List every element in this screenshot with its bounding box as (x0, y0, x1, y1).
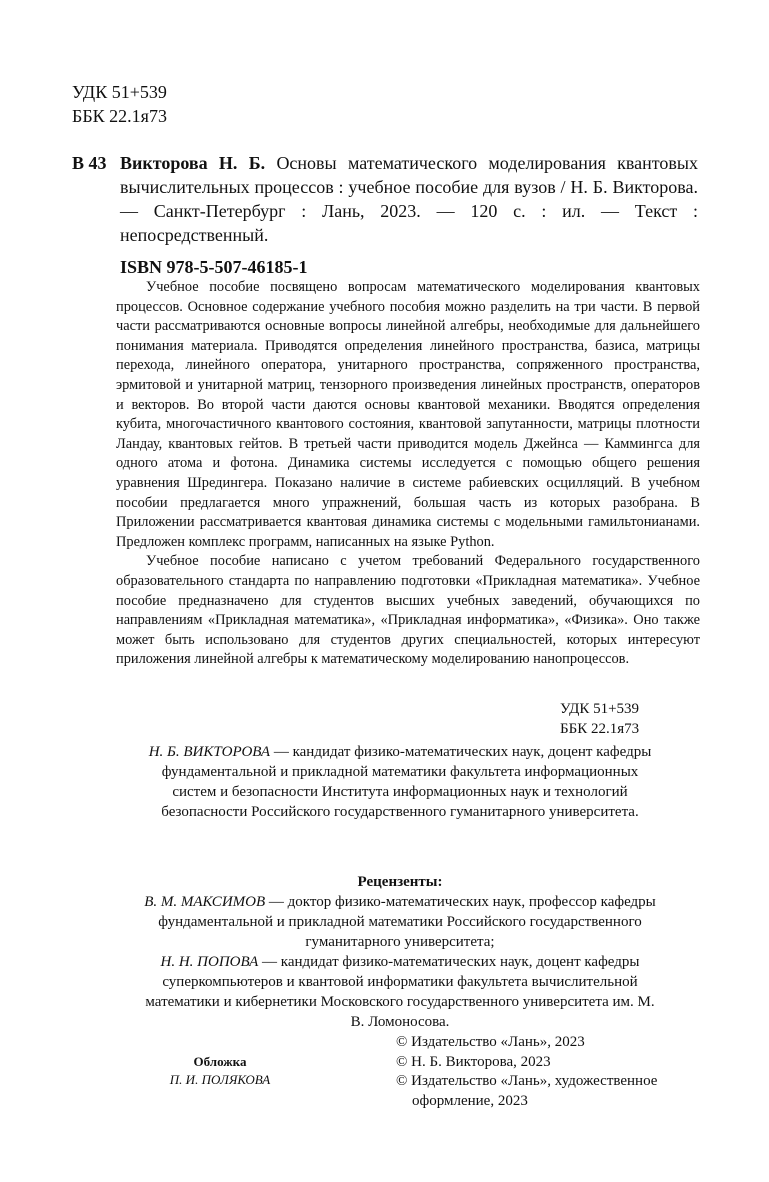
author-info-text: — кандидат физико-математических наук, доцент кафедры фундаментальной и прикладной математики факультета информационных систем и безопасности Института информационных наук и технологий безопасности Российского государственного гуманитарного университета. (161, 744, 652, 820)
author-info (140, 742, 660, 822)
copyright-line: © Издательство «Лань», художественное оформление, 2023 (396, 1073, 658, 1109)
bbk-code-right: ББК 22.1я73 (560, 721, 640, 737)
bibliographic-entry (120, 151, 698, 247)
cover-credit (150, 1053, 290, 1089)
copyright-block (396, 1033, 696, 1111)
annotation-paragraph: Учебное пособие написано с учетом требований Федерального государственного образовательного стандарта по направлению подготовки «Прикладная математика». Учебное пособие предназначено для студентов высших учебных заведений, обучающихся по направлениям «Прикладная математика», «Прикладная информатика», «Физика». Оно также может быть использовано для студентов других специальностей, которых интересуют приложения линейной алгебры к математическому моделированию нанопроцессов. (116, 553, 700, 668)
cover-artist: П. И. ПОЛЯКОВА (169, 1072, 271, 1087)
reviewer-entry (140, 892, 660, 952)
cover-label: Обложка (193, 1054, 247, 1069)
annotation-paragraph: Учебное пособие посвящено вопросам математического моделирования квантовых процессов. Основное содержание учебного пособия можно разделить на три части. В первой части рассматриваются основные вопросы линейной алгебры, необходимые для дальнейшего понимания материала. Приводятся определения линейного пространства, базиса, матрицы перехода, линейного оператора, унитарного пространства, сопряженного пространства, эрмитовой и унитарной матриц, тензорного произведения линейных пространств, операторов и векторов. Во второй части даются основы квантовой механики. Вводятся определения кубита, многочастичного квантового состояния, квантовой запутанности, матрицы плотности Ландау, квантовых гейтов. В третьей части приводится модель Джейнса — Каммингса для одного атома и фотона. Динамика системы исследуется с помощью общего решения уравнения Шредингера. Показано наличие в системе рабиевских осцилляций. В учебном пособии предлагается много упражнений, большая часть из которых разобрана. В Приложении рассматривается квантовая динамика системы с модельными гамильтонианами. Предложен комплекс программ, написанных на языке Python. (116, 279, 700, 550)
reviewer-entry (140, 952, 660, 1032)
reviewer-text: — кандидат физико-математических наук, доцент кафедры суперкомпьютеров и квантовой информатики факультета вычислительной математики и кибернетики Московского государственного университета им. М. В. Ломоносова. (145, 954, 655, 1030)
reviewer-text: — доктор физико-математических наук, профессор кафедры фундаментальной и прикладной математики Российского государственного гуманитарного университета; (158, 894, 656, 950)
annotation (116, 278, 700, 670)
copyright-line: © Издательство «Лань», 2023 (396, 1034, 585, 1050)
bibliographic-description: Основы математического моделирования квантовых вычислительных процессов : учебное пособие для вузов / Н. Б. Викторова. — Санкт-Петербург : Лань, 2023. — 120 с. : ил. — Текст : непосредственный. (120, 153, 698, 245)
header-codes (72, 80, 167, 128)
classification-codes (560, 699, 698, 739)
udk-code: УДК 51+539 (72, 82, 167, 102)
reviewers-heading: Рецензенты: (357, 874, 443, 890)
udk-code-right: УДК 51+539 (560, 701, 640, 717)
reviewers-list (140, 892, 660, 1032)
isbn: ISBN 978-5-507-46185-1 (120, 257, 308, 277)
reviewer-name: Н. Н. ПОПОВА (160, 954, 259, 970)
author-name: Викторова Н. Б. (120, 153, 266, 173)
author-mark: В 43 (72, 153, 107, 173)
author-info-name: Н. Б. ВИКТОРОВА (148, 744, 271, 760)
bbk-code: ББК 22.1я73 (72, 106, 167, 126)
reviewer-name: В. М. МАКСИМОВ (144, 894, 266, 910)
copyright-line: © Н. Б. Викторова, 2023 (396, 1053, 551, 1070)
